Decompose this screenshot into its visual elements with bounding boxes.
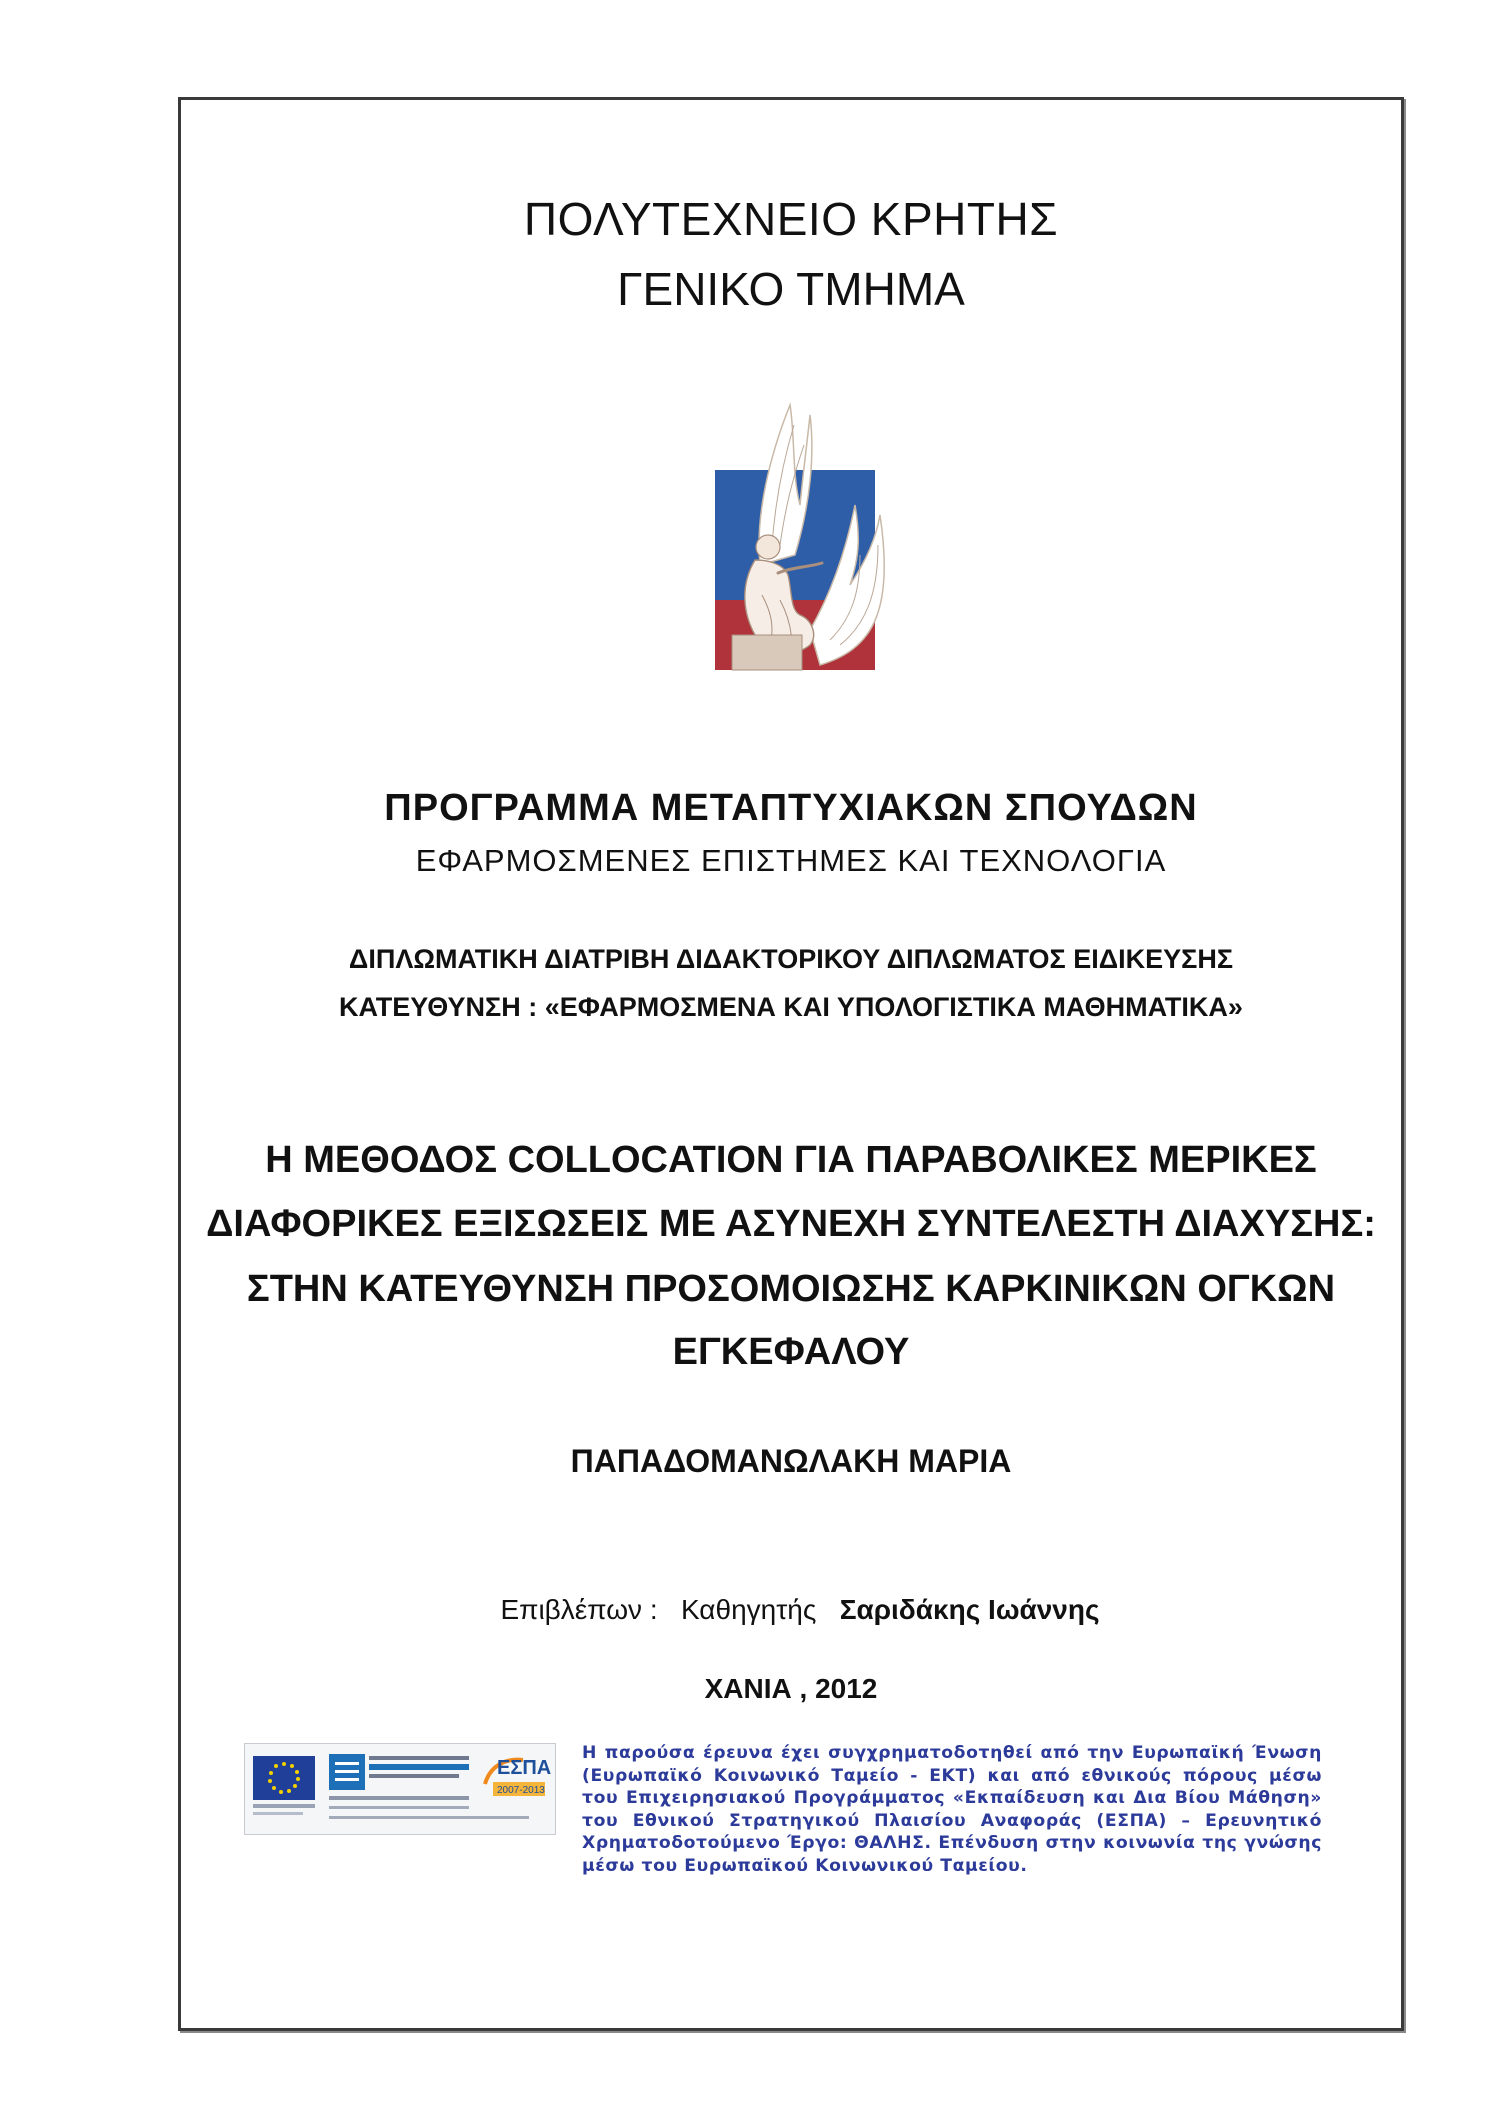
university-title: ΠΟΛΥΤΕΧΝΕΙΟ ΚΡΗΤΗΣ — [523, 193, 1059, 245]
espa-label: ΕΣΠΑ — [497, 1757, 552, 1779]
eu-espa-funding-logos-icon — [245, 1744, 555, 1834]
department-title: ΓΕΝΙΚΟ ΤΜΗΜΑ — [617, 263, 965, 315]
thesis-title-line: Η ΜΕΘΟΔΟΣ COLLOCATION ΓΙΑ ΠΑΡΑΒΟΛΙΚΕΣ ΜΕΡΙΚΕΣ — [265, 1139, 1317, 1181]
author-name: ΠΑΠΑΔΟΜΑΝΩΛΑΚΗ ΜΑΡΙΑ — [570, 1443, 1012, 1479]
espa-years-label: 2007-2013 — [497, 1785, 545, 1796]
thesis-title-line: ΔΙΑΦΟΡΙΚΕΣ ΕΞΙΣΩΣΕΙΣ ΜΕ ΑΣΥΝΕΧΗ ΣΥΝΤΕΛΕΣΤΗ ΔΙΑΧΥΣΗΣ: — [206, 1203, 1376, 1245]
diploma-type: ΔΙΠΛΩΜΑΤΙΚΗ ΔΙΑΤΡΙΒΗ ΔΙΔΑΚΤΟΡΙΚΟΥ ΔΙΠΛΩΜΑΤΟΣ ΕΙΔΙΚΕΥΣΗΣ — [348, 944, 1234, 974]
program-title: ΠΡΟΓΡΑΜΜΑ ΜΕΤΑΠΤΥΧΙΑΚΩΝ ΣΠΟΥΔΩΝ — [384, 787, 1198, 829]
diploma-direction: ΚΑΤΕΥΘΥΝΣΗ : «ΕΦΑΡΜΟΣΜΕΝΑ ΚΑΙ ΥΠΟΛΟΓΙΣΤΙΚΑ ΜΑΘΗΜΑΤΙΚΑ» — [339, 992, 1243, 1022]
thesis-title-line: ΣΤΗΝ ΚΑΤΕΥΘΥΝΣΗ ΠΡΟΣΟΜΟΙΩΣΗΣ ΚΑΡΚΙΝΙΚΩΝ ΟΓΚΩΝ — [246, 1268, 1336, 1310]
supervisor-label: Επιβλέπων : — [500, 1594, 658, 1625]
program-subtitle: ΕΦΑΡΜΟΣΜΕΝΕΣ ΕΠΙΣΤΗΜΕΣ ΚΑΙ ΤΕΧΝΟΛΟΓΙΑ — [415, 843, 1167, 878]
winged-figure-logo-icon — [700, 395, 900, 685]
thesis-title-line: ΕΓΚΕΦΑΛΟΥ — [672, 1331, 910, 1373]
funding-banner — [244, 1743, 556, 1835]
university-logo — [700, 395, 900, 685]
supervisor-role: Καθηγητής — [680, 1594, 817, 1625]
supervisor-line — [300, 1594, 1300, 1626]
supervisor-name: Σαριδάκης Ιωάννης — [839, 1594, 1100, 1625]
place-year: ΧΑΝΙΑ , 2012 — [704, 1673, 878, 1704]
funding-statement: Η παρούσα έρευνα έχει συγχρηματοδοτηθεί από την Ευρωπαϊκή Ένωση (Ευρωπαϊκό Κοινωνικό Ταμείο - ΕΚΤ) και από εθνικούς πόρους μέσω του Επιχειρησιακού Προγράμματος «Εκπαίδευση και Δια Βίου Μάθηση» του Εθνικού Στρατηγικού Πλαισίου Αναφοράς (ΕΣΠΑ) – Ερευνητικό Χρηματοδοτούμενο Έργο: ΘΑΛΗΣ. Επένδυση στην κοινωνία της γνώσης μέσω του Ευρωπαϊκού Κοινωνικού Ταμείου. — [582, 1743, 1322, 1876]
page-border — [178, 97, 1404, 2031]
